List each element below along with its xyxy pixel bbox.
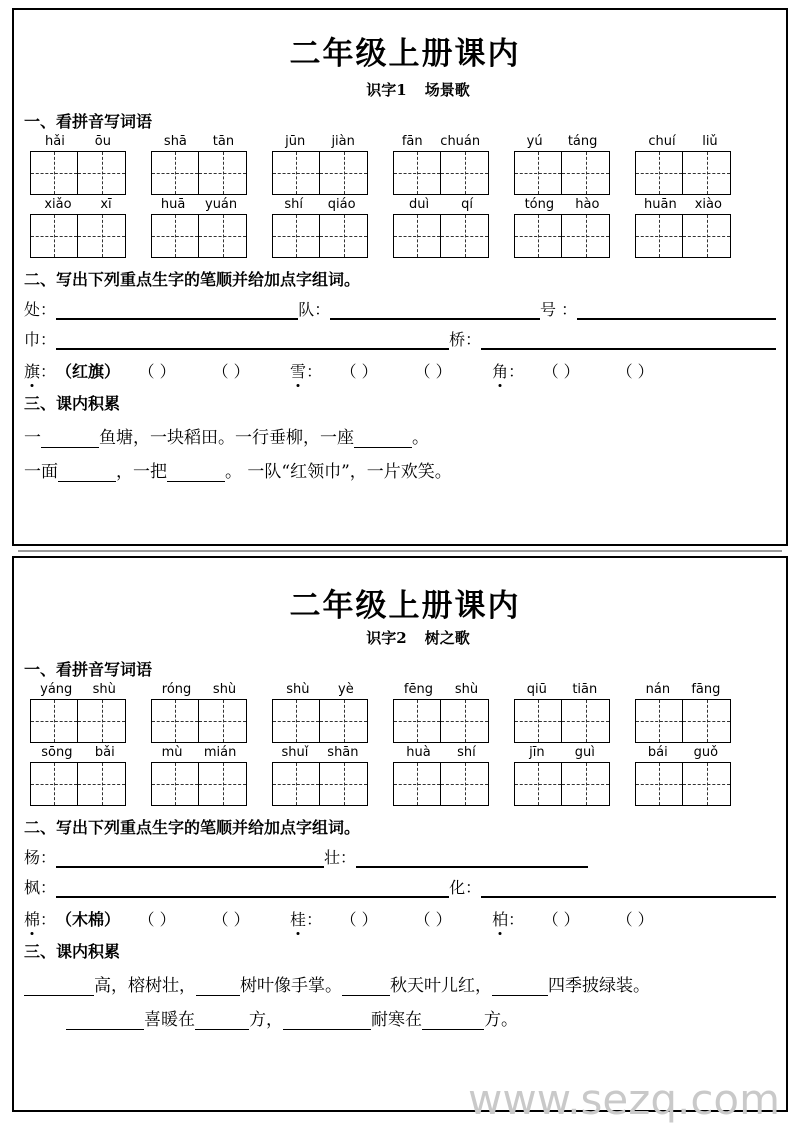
pinyin-syllable: liǔ [702,134,718,149]
stroke-order-line [24,845,776,868]
tianzige-writing-box[interactable] [151,151,247,195]
subtitle-number: 1 [396,81,407,99]
tianzige-cell[interactable] [441,700,488,742]
pinyin-syllable: qiū [526,682,547,697]
accumulation-line [24,971,776,996]
tianzige-cell[interactable] [320,215,367,257]
pinyin-label [30,134,126,149]
stroke-order-char-label: 桥： [449,330,482,349]
section-three-heading: 三、课内积累 [24,394,121,413]
pinyin-syllable: shù [212,682,237,697]
section-two-heading: 二、写出下列重点生字的笔顺并给加点字组词。 [24,818,361,837]
tianzige-writing-box[interactable] [151,214,247,258]
pinyin-syllable: shān [327,745,359,760]
stroke-order-blank[interactable] [481,879,776,898]
accumulation-line [24,457,776,482]
tianzige-cell[interactable] [441,152,488,194]
tianzige-cell[interactable] [683,215,730,257]
accumulation-text: 。 一队“红领巾”，一片欢笑。 [225,462,452,482]
stroke-order-char-label: 杨： [24,848,57,867]
page-title: 二年级上册课内 [289,36,521,72]
tianzige-writing-box[interactable] [514,151,610,195]
stroke-order-blank[interactable] [56,301,298,320]
accumulation-text: 四季披绿装。 [548,976,650,996]
tianzige-cell[interactable] [78,700,125,742]
accumulation-text: ，一把 [116,462,167,482]
zuci-answer-blank[interactable]: （ ） [414,362,452,381]
pinyin-syllable: sōng [41,745,73,760]
section-two-heading: 二、写出下列重点生字的笔顺并给加点字组词。 [24,270,361,289]
zuci-answer-blank[interactable]: （ ） [138,362,176,381]
stroke-order-rows-page1 [24,297,776,350]
page-subtitle [24,79,776,100]
worksheet-page-1 [12,8,788,546]
section-one-heading: 一、看拼音写词语 [24,112,153,131]
tianzige-cell[interactable] [636,763,683,805]
tianzige-cell[interactable] [152,763,199,805]
pinyin-syllable: mù [161,745,183,760]
pinyin-syllable: jiàn [331,134,355,149]
pinyin-label [393,682,489,697]
tianzige-cell[interactable] [515,763,562,805]
pinyin-label [272,134,368,149]
tianzige-writing-box[interactable] [272,699,368,743]
tianzige-writing-box[interactable] [514,762,610,806]
pinyin-grid-rows-page2 [24,682,776,806]
pinyin-word-group [393,134,489,195]
site-watermark: www.sezq.com [468,1075,781,1124]
tianzige-cell[interactable] [152,700,199,742]
pinyin-syllable: yú [526,134,543,149]
pinyin-label [151,682,247,697]
pinyin-syllable: shù [286,682,310,697]
stroke-order-char-label: 枫： [24,878,57,897]
tianzige-cell[interactable] [562,152,609,194]
tianzige-cell[interactable] [515,215,562,257]
pinyin-label [151,197,247,212]
pinyin-syllable: huà [406,745,431,760]
pinyin-syllable: bái [647,745,668,760]
accumulation-text: 一面 [24,462,58,482]
pinyin-grid-row [24,745,776,806]
accumulation-text: 鱼塘，一块稻田。一行垂柳，一座 [99,428,354,448]
tianzige-cell[interactable] [78,763,125,805]
pinyin-label [635,682,731,697]
pinyin-syllable: yè [338,682,354,697]
pinyin-word-group [514,197,610,258]
pinyin-word-group [635,745,731,806]
zuci-colon: ： [306,362,323,381]
tianzige-writing-box[interactable] [393,151,489,195]
section-one-heading: 一、看拼音写词语 [24,660,153,679]
zuci-answer-blank[interactable]: （ ） [542,910,580,929]
zuci-answer-blank[interactable]: （ ） [616,910,654,929]
pinyin-word-group [635,197,731,258]
zuci-colon: ： [40,362,57,381]
stroke-order-line [24,327,776,350]
pinyin-word-group [272,134,368,195]
tianzige-cell[interactable] [636,215,683,257]
tianzige-cell[interactable] [320,700,367,742]
pinyin-label [30,745,126,760]
section-three-heading: 三、课内积累 [24,942,121,961]
accumulation-text: 秋天叶儿红， [390,976,492,996]
pinyin-syllable: yuán [205,197,238,212]
pinyin-syllable: xiǎo [44,197,72,212]
accumulation-text: 耐寒在 [371,1010,422,1030]
tianzige-writing-box[interactable] [30,762,126,806]
accumulation-text: 树叶像手掌。 [240,976,342,996]
pinyin-syllable: jūn [285,134,306,149]
pinyin-syllable: xiào [694,197,722,212]
tianzige-cell[interactable] [273,215,320,257]
accumulation-text: 高，榕树壮， [94,976,196,996]
accumulation-text: 方， [249,1010,283,1030]
pinyin-syllable: tān [212,134,235,149]
zuci-example-answer: （红旗） [56,362,121,381]
tianzige-writing-box[interactable] [635,762,731,806]
zuci-colon: ： [508,910,525,929]
pinyin-label [151,134,247,149]
zuci-line [24,907,776,930]
subtitle-number: 2 [396,629,407,647]
zuci-answer-blank[interactable]: （ ） [340,910,378,929]
tianzige-cell[interactable] [636,700,683,742]
pinyin-syllable: qiáo [327,197,356,212]
pinyin-syllable: hǎi [44,134,65,149]
pinyin-syllable: bǎi [94,745,115,760]
tianzige-cell[interactable] [562,763,609,805]
pinyin-syllable: shuǐ [281,745,309,760]
zuci-target-char: 棉 [24,907,40,930]
stroke-order-blank[interactable] [56,879,449,898]
accumulation-blank[interactable] [342,977,390,996]
pinyin-word-group [272,197,368,258]
tianzige-cell[interactable] [636,152,683,194]
pinyin-label [514,197,610,212]
tianzige-cell[interactable] [394,152,441,194]
accumulation-blank[interactable] [41,429,99,448]
pinyin-word-group [514,682,610,743]
worksheet-page-2 [12,556,788,1112]
tianzige-cell[interactable] [562,700,609,742]
zuci-target-char: 角 [492,359,508,382]
pinyin-syllable: táng [567,134,598,149]
pinyin-label [272,745,368,760]
accumulation-line [24,1005,776,1030]
pinyin-word-group [151,745,247,806]
tianzige-writing-box[interactable] [272,151,368,195]
tianzige-cell[interactable] [441,215,488,257]
tianzige-cell[interactable] [31,700,78,742]
accumulation-blank[interactable] [354,429,412,448]
tianzige-writing-box[interactable] [393,214,489,258]
tianzige-cell[interactable] [31,152,78,194]
pinyin-syllable: qí [461,197,473,212]
accumulation-blank[interactable] [66,1011,144,1030]
pinyin-label [514,134,610,149]
tianzige-writing-box[interactable] [151,699,247,743]
pinyin-word-group [151,197,247,258]
pinyin-word-group [514,745,610,806]
subtitle-name: 树之歌 [424,629,470,647]
stroke-order-char-label: 处： [24,300,57,319]
pinyin-syllable: tóng [524,197,555,212]
stroke-order-line [24,875,776,898]
pinyin-label [514,745,610,760]
pinyin-syllable: huā [160,197,186,212]
accumulation-text: 。 [412,428,429,448]
zuci-answer-blank[interactable]: （ ） [340,362,378,381]
tianzige-cell[interactable] [78,215,125,257]
pinyin-label [30,197,126,212]
subtitle-name: 场景歌 [424,81,470,99]
zuci-answer-blank[interactable]: （ ） [212,362,250,381]
tianzige-writing-box[interactable] [30,151,126,195]
pinyin-word-group [30,134,126,195]
pinyin-syllable: chuán [440,134,481,149]
stroke-order-char-label: 号 ： [540,300,578,319]
stroke-order-rows-page2 [24,845,776,898]
zuci-target-char: 柏 [492,907,508,930]
tianzige-writing-box[interactable] [393,699,489,743]
pinyin-syllable: shù [92,682,116,697]
pinyin-syllable: shí [284,197,304,212]
zuci-target-char: 旗 [24,359,40,382]
accumulation-lines-page1 [24,423,776,482]
tianzige-cell[interactable] [273,763,320,805]
pinyin-grid-row [24,197,776,258]
zuci-answer-blank[interactable]: （ ） [138,910,176,929]
tianzige-writing-box[interactable] [635,699,731,743]
pinyin-word-group [272,745,368,806]
pinyin-label [272,682,368,697]
pinyin-syllable: fān [401,134,423,149]
tianzige-cell[interactable] [683,152,730,194]
zuci-answer-blank[interactable]: （ ） [212,910,250,929]
pinyin-syllable: hào [575,197,600,212]
stroke-order-blank[interactable] [56,849,324,868]
pinyin-syllable: róng [161,682,192,697]
pinyin-syllable: shí [457,745,476,760]
stroke-order-blank[interactable] [481,331,776,350]
stroke-order-blank[interactable] [56,331,449,350]
pinyin-word-group [635,134,731,195]
stroke-order-char-label: 队： [298,300,331,319]
pinyin-syllable: fēng [403,682,433,697]
accumulation-blank[interactable] [58,463,116,482]
pinyin-label [635,197,731,212]
pinyin-label [393,134,489,149]
pinyin-syllable: yáng [40,682,73,697]
page-separator [12,546,788,556]
stroke-order-char-label: 巾： [24,330,57,349]
tianzige-cell[interactable] [394,700,441,742]
tianzige-writing-box[interactable] [393,762,489,806]
accumulation-lines-page2 [24,971,776,1030]
zuci-colon: ： [40,910,57,929]
pinyin-syllable: guǒ [693,745,719,760]
accumulation-blank[interactable] [24,977,94,996]
zuci-answer-blank[interactable]: （ ） [414,910,452,929]
tianzige-cell[interactable] [199,763,246,805]
pinyin-label [635,134,731,149]
tianzige-writing-box[interactable] [635,214,731,258]
stroke-order-char-label: 化： [449,878,482,897]
pinyin-syllable: duì [409,197,430,212]
accumulation-text: 一 [24,428,41,448]
pinyin-label [30,682,126,697]
zuci-row-page2 [24,907,776,930]
pinyin-label [272,197,368,212]
pinyin-word-group [30,682,126,743]
pinyin-label [514,682,610,697]
stroke-order-blank[interactable] [356,849,588,868]
pinyin-word-group [151,682,247,743]
tianzige-writing-box[interactable] [30,699,126,743]
zuci-answer-blank[interactable]: （ ） [542,362,580,381]
pinyin-word-group [30,745,126,806]
pinyin-grid-row [24,134,776,195]
pinyin-syllable: tiān [572,682,598,697]
tianzige-writing-box[interactable] [635,151,731,195]
tianzige-cell[interactable] [31,215,78,257]
tianzige-writing-box[interactable] [30,214,126,258]
accumulation-blank[interactable] [195,1011,249,1030]
pinyin-grid-rows-page1 [24,134,776,258]
pinyin-syllable: jīn [529,745,545,760]
accumulation-text: 喜暖在 [144,1010,195,1030]
tianzige-cell[interactable] [394,215,441,257]
tianzige-cell[interactable] [199,700,246,742]
zuci-example-answer: （木棉） [56,910,121,929]
accumulation-blank[interactable] [196,977,240,996]
accumulation-blank[interactable] [283,1011,371,1030]
zuci-row-page1 [24,359,776,382]
pinyin-label [393,197,489,212]
accumulation-text: 方。 [484,1010,518,1030]
pinyin-word-group [393,197,489,258]
tianzige-cell[interactable] [199,152,246,194]
pinyin-syllable: xī [100,197,112,212]
pinyin-syllable: fāng [691,682,721,697]
tianzige-writing-box[interactable] [272,762,368,806]
tianzige-cell[interactable] [515,152,562,194]
accumulation-blank[interactable] [422,1011,484,1030]
pinyin-syllable: chuí [648,134,676,149]
pinyin-label [393,745,489,760]
tianzige-cell[interactable] [273,152,320,194]
zuci-target-char: 雪 [290,359,306,382]
pinyin-syllable: shù [454,682,479,697]
zuci-answer-blank[interactable]: （ ） [616,362,654,381]
pinyin-word-group [514,134,610,195]
pinyin-syllable: nán [645,682,671,697]
subtitle-label: 识字 [366,81,397,99]
stroke-order-blank[interactable] [577,301,776,320]
page-subtitle [24,627,776,648]
zuci-target-char: 桂 [290,907,306,930]
pinyin-syllable: ōu [94,134,111,149]
stroke-order-blank[interactable] [330,301,540,320]
tianzige-cell[interactable] [152,152,199,194]
pinyin-word-group [393,745,489,806]
pinyin-label [151,745,247,760]
tianzige-cell[interactable] [152,215,199,257]
tianzige-writing-box[interactable] [272,214,368,258]
tianzige-cell[interactable] [683,763,730,805]
pinyin-word-group [272,682,368,743]
tianzige-cell[interactable] [441,763,488,805]
stroke-order-char-label: 壮： [324,848,357,867]
zuci-colon: ： [306,910,323,929]
tianzige-cell[interactable] [562,215,609,257]
stroke-order-line [24,297,776,320]
accumulation-line [24,423,776,448]
tianzige-cell[interactable] [273,700,320,742]
tianzige-cell[interactable] [320,763,367,805]
tianzige-writing-box[interactable] [151,762,247,806]
tianzige-cell[interactable] [394,763,441,805]
pinyin-syllable: huān [644,197,677,212]
tianzige-cell[interactable] [320,152,367,194]
tianzige-cell[interactable] [199,215,246,257]
zuci-line [24,359,776,382]
pinyin-word-group [393,682,489,743]
tianzige-cell[interactable] [78,152,125,194]
pinyin-grid-row [24,682,776,743]
pinyin-word-group [151,134,247,195]
pinyin-label [635,745,731,760]
accumulation-blank[interactable] [167,463,225,482]
pinyin-word-group [635,682,731,743]
zuci-colon: ： [508,362,525,381]
tianzige-cell[interactable] [31,763,78,805]
accumulation-blank[interactable] [492,977,548,996]
pinyin-word-group [30,197,126,258]
pinyin-syllable: mián [203,745,237,760]
tianzige-cell[interactable] [683,700,730,742]
subtitle-label: 识字 [366,629,397,647]
tianzige-cell[interactable] [515,700,562,742]
page-title: 二年级上册课内 [289,588,521,624]
tianzige-writing-box[interactable] [514,214,610,258]
pinyin-syllable: shā [163,134,187,149]
tianzige-writing-box[interactable] [514,699,610,743]
pinyin-syllable: guì [574,745,595,760]
